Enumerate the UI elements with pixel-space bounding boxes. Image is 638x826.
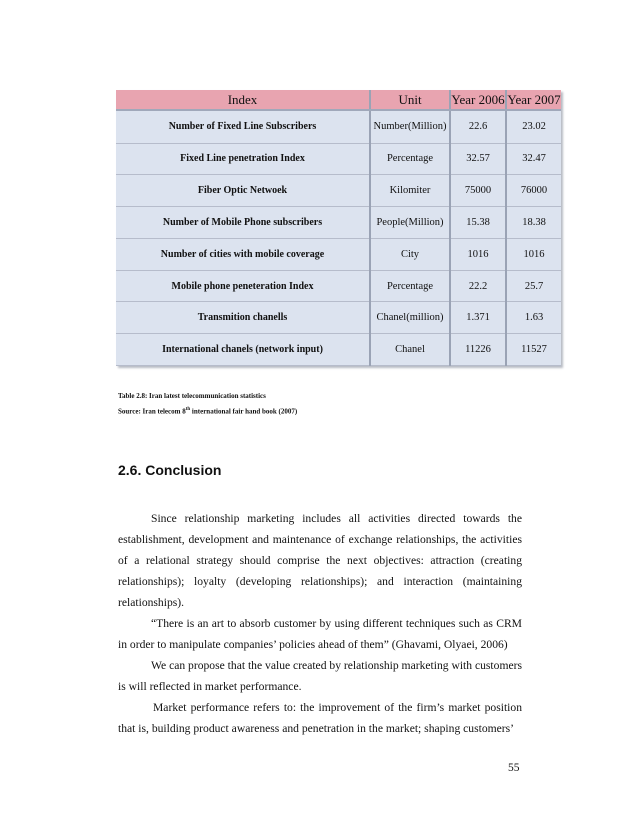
cell-year-2006: 22.2 xyxy=(450,270,506,302)
cell-year-2007: 76000 xyxy=(506,175,561,207)
caption-source-superscript: th xyxy=(185,407,191,412)
paragraph: “There is an art to absorb customer by using different techniques such as CRM in order to manipulate companies’ policies ahead of them” (Ghavami, Olyaei, 2006) xyxy=(118,617,522,651)
cell-unit: City xyxy=(370,238,450,270)
table-row xyxy=(116,238,561,270)
cell-unit: Chanel(million) xyxy=(370,302,450,334)
cell-unit: Percentage xyxy=(370,143,450,175)
cell-year-2006: 1016 xyxy=(450,238,506,270)
cell-year-2007: 25.7 xyxy=(506,270,561,302)
telecom-statistics-table xyxy=(116,90,561,366)
cell-year-2007: 18.38 xyxy=(506,207,561,239)
cell-year-2006: 1.371 xyxy=(450,302,506,334)
cell-index: Number of Fixed Line Subscribers xyxy=(116,110,370,143)
cell-index: Transmition chanells xyxy=(116,302,370,334)
cell-unit: Chanel xyxy=(370,334,450,366)
table-row xyxy=(116,143,561,175)
table-body xyxy=(116,110,561,366)
table-header-row xyxy=(116,90,561,110)
cell-year-2006: 15.38 xyxy=(450,207,506,239)
table-row xyxy=(116,175,561,207)
cell-index: International chanels (network input) xyxy=(116,334,370,366)
cell-unit: Number(Million) xyxy=(370,110,450,143)
cell-unit: Kilomiter xyxy=(370,175,450,207)
cell-unit: People(Million) xyxy=(370,207,450,239)
header-index: Index xyxy=(116,90,370,110)
cell-year-2006: 11226 xyxy=(450,334,506,366)
cell-year-2006: 22.6 xyxy=(450,110,506,143)
table-row xyxy=(116,270,561,302)
telecom-statistics-table-image xyxy=(116,90,561,366)
header-year-2007: Year 2007 xyxy=(506,90,561,110)
cell-year-2006: 75000 xyxy=(450,175,506,207)
paragraph: Since relationship marketing includes all activities directed towards the establishment, development and maintenance of exchange relationships, the activities of a relational strategy should comprise the next objectives: attraction (creating relationships); loyalty (developing relationships); and interaction (maintaining relationships). xyxy=(118,512,522,609)
header-year-2006: Year 2006 xyxy=(450,90,506,110)
cell-year-2006: 32.57 xyxy=(450,143,506,175)
page-number: 55 xyxy=(508,762,520,774)
caption-source-text-end: international fair hand book (2007) xyxy=(190,407,298,416)
cell-year-2007: 1.63 xyxy=(506,302,561,334)
caption-title: Table 2.8: Iran latest telecommunication statistics xyxy=(118,392,266,400)
cell-year-2007: 32.47 xyxy=(506,143,561,175)
cell-index: Number of Mobile Phone subscribers xyxy=(116,207,370,239)
cell-year-2007: 1016 xyxy=(506,238,561,270)
cell-index: Number of cities with mobile coverage xyxy=(116,238,370,270)
cell-year-2007: 11527 xyxy=(506,334,561,366)
table-row xyxy=(116,110,561,143)
caption-source-text: Source: Iran telecom 8 xyxy=(118,407,186,416)
table-row xyxy=(116,207,561,239)
cell-unit: Percentage xyxy=(370,270,450,302)
table-caption xyxy=(118,390,297,418)
header-unit: Unit xyxy=(370,90,450,110)
table-row xyxy=(116,334,561,366)
paragraph: We can propose that the value created by relationship marketing with customers is will reflected in market performance. xyxy=(118,659,522,693)
section-body xyxy=(118,508,522,739)
cell-year-2007: 23.02 xyxy=(506,110,561,143)
cell-index: Fiber Optic Netwoek xyxy=(116,175,370,207)
section-heading: 2.6. Conclusion xyxy=(118,462,222,478)
paragraph: Market performance refers to: the improvement of the firm’s market position that is, building product awareness and penetration in the market; shaping customers’ xyxy=(118,701,522,735)
cell-index: Mobile phone peneteration Index xyxy=(116,270,370,302)
table-row xyxy=(116,302,561,334)
caption-source xyxy=(118,403,297,418)
cell-index: Fixed Line penetration Index xyxy=(116,143,370,175)
